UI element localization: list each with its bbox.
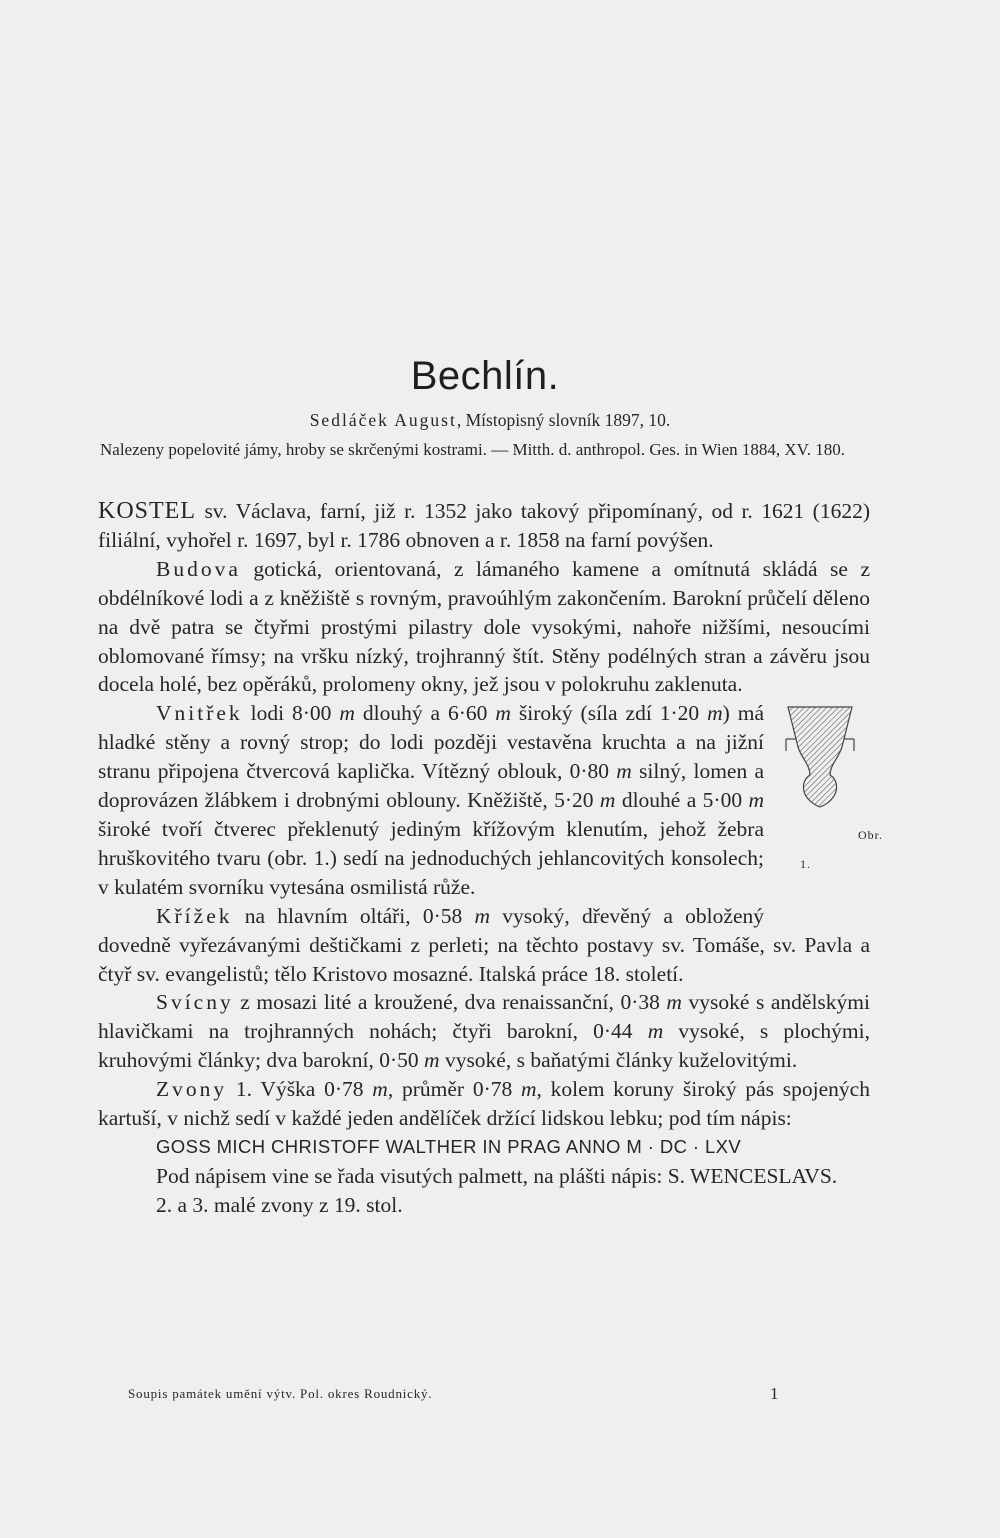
interior-paragraph: Obr. 1. Vnitřek lodi 8·00 m dlouhý a 6·60 m široký (síla zdí 1·20 m) má hladké stěny a rovný strop; do lodi později vestavěna kruchta a na jižní stranu připojena čtvercová kaplička. Vítězný oblouk, 0·80 m silný, lomen a doprovázen žlábkem i drobnými oblouny. Kněžiště, 5·20 m dlouhé a 5·00 m široké tvoří čtverec překlenutý jediným křížovým klenutím, jehož žebra hruškovitého tvaru (obr. 1.) sedí na jednoduchých jehlancovitých konsolech; v kulatém svorníku vytesána osmilistá růže. (98, 699, 870, 901)
source-author: Sedláček August (309, 410, 457, 430)
cross-paragraph: Křížek na hlavním oltáři, 0·58 m vysoký, dřevěný a obložený dovedně vyřezávanými deštičkami z perleti; na těchto postavy sv. Tomáše, sv. Pavla a čtyř sv. evangelistů; tělo Kristovo mosazné. Italská práce 18. století. (98, 903, 870, 986)
page-number: 1 (770, 1384, 779, 1403)
building-paragraph: Budova gotická, orientovaná, z lámaného kamene a omítnutá skládá se z obdélníkové lodi a z kněžiště s rovným, pravoúhlým zakončením. Barokní průčelí děleno na dvě patra se čtyřmi prostými pilastry dole vysokými, nahoře nižšími, nesoucími oblomované římsy; na vršku nízký, trojhranný štít. Stěny podélných stran a závěru jsou docela holé, bez opěráků, prolomeny okny, jež jsou v polokruhu zaklenuta. (98, 556, 870, 697)
rib-profile-figure (772, 703, 883, 903)
church-heading: KOSTEL (98, 498, 196, 524)
candles-paragraph: Svícny z mosazi lité a kroužené, dva renaissanční, 0·38 m vysoké s andělskými hlavičkami na trojhranných nohách; čtyři barokní, 0·44 m vysoké, s plochými, kruhovými články; dva barokní, 0·50 m vysoké, s baňatými články kuželovitými. (98, 990, 870, 1073)
bells-paragraph: Zvony 1. Výška 0·78 m, průměr 0·78 m, kolem koruny široký pás spojených kartuší, v nichž sedí v každé jeden andělíček držící lidskou lebku; pod tím nápis: (98, 1077, 870, 1131)
building-lead: Budova (156, 556, 241, 581)
bell-inscription: GOSS MICH CHRISTOFF WALTHER IN PRAG ANNO M · DC · LXV (156, 1135, 742, 1157)
candles-lead: Svícny (156, 990, 234, 1015)
source-details: , Místopisný slovník 1897, 10. (456, 410, 671, 430)
main-text (98, 497, 883, 1220)
bells-after-inscription: Pod nápisem vine se řada visutých palmett, na plášti nápis: S. WENCESLAVS. (156, 1163, 838, 1188)
source-reference (0, 410, 980, 431)
cross-lead: Křížek (156, 903, 233, 928)
small-bells: 2. a 3. malé zvony z 19. stol. (156, 1192, 403, 1217)
footer-series: Soupis památek umění výtv. Pol. okres Roudnický. (128, 1386, 433, 1401)
figure-caption: Obr. 1. (800, 828, 883, 872)
archaeology-note: Nalezeny popelovité jámy, hroby se skrčenými kostrami. — Mitth. d. anthropol. Ges. in Wien 1884, XV. 180. (100, 440, 845, 459)
rib-profile-drawing (780, 703, 860, 823)
interior-lead: Vnitřek (156, 701, 243, 726)
church-intro: KOSTEL sv. Václava, farní, již r. 1352 jako takový připomínaný, od r. 1621 (1622) filiální, vyhořel r. 1697, byl r. 1786 obnoven a r. 1858 na farní povýšen. (98, 498, 870, 552)
bells-lead: Zvony (156, 1077, 228, 1102)
page-title: Bechlín. (410, 354, 560, 398)
